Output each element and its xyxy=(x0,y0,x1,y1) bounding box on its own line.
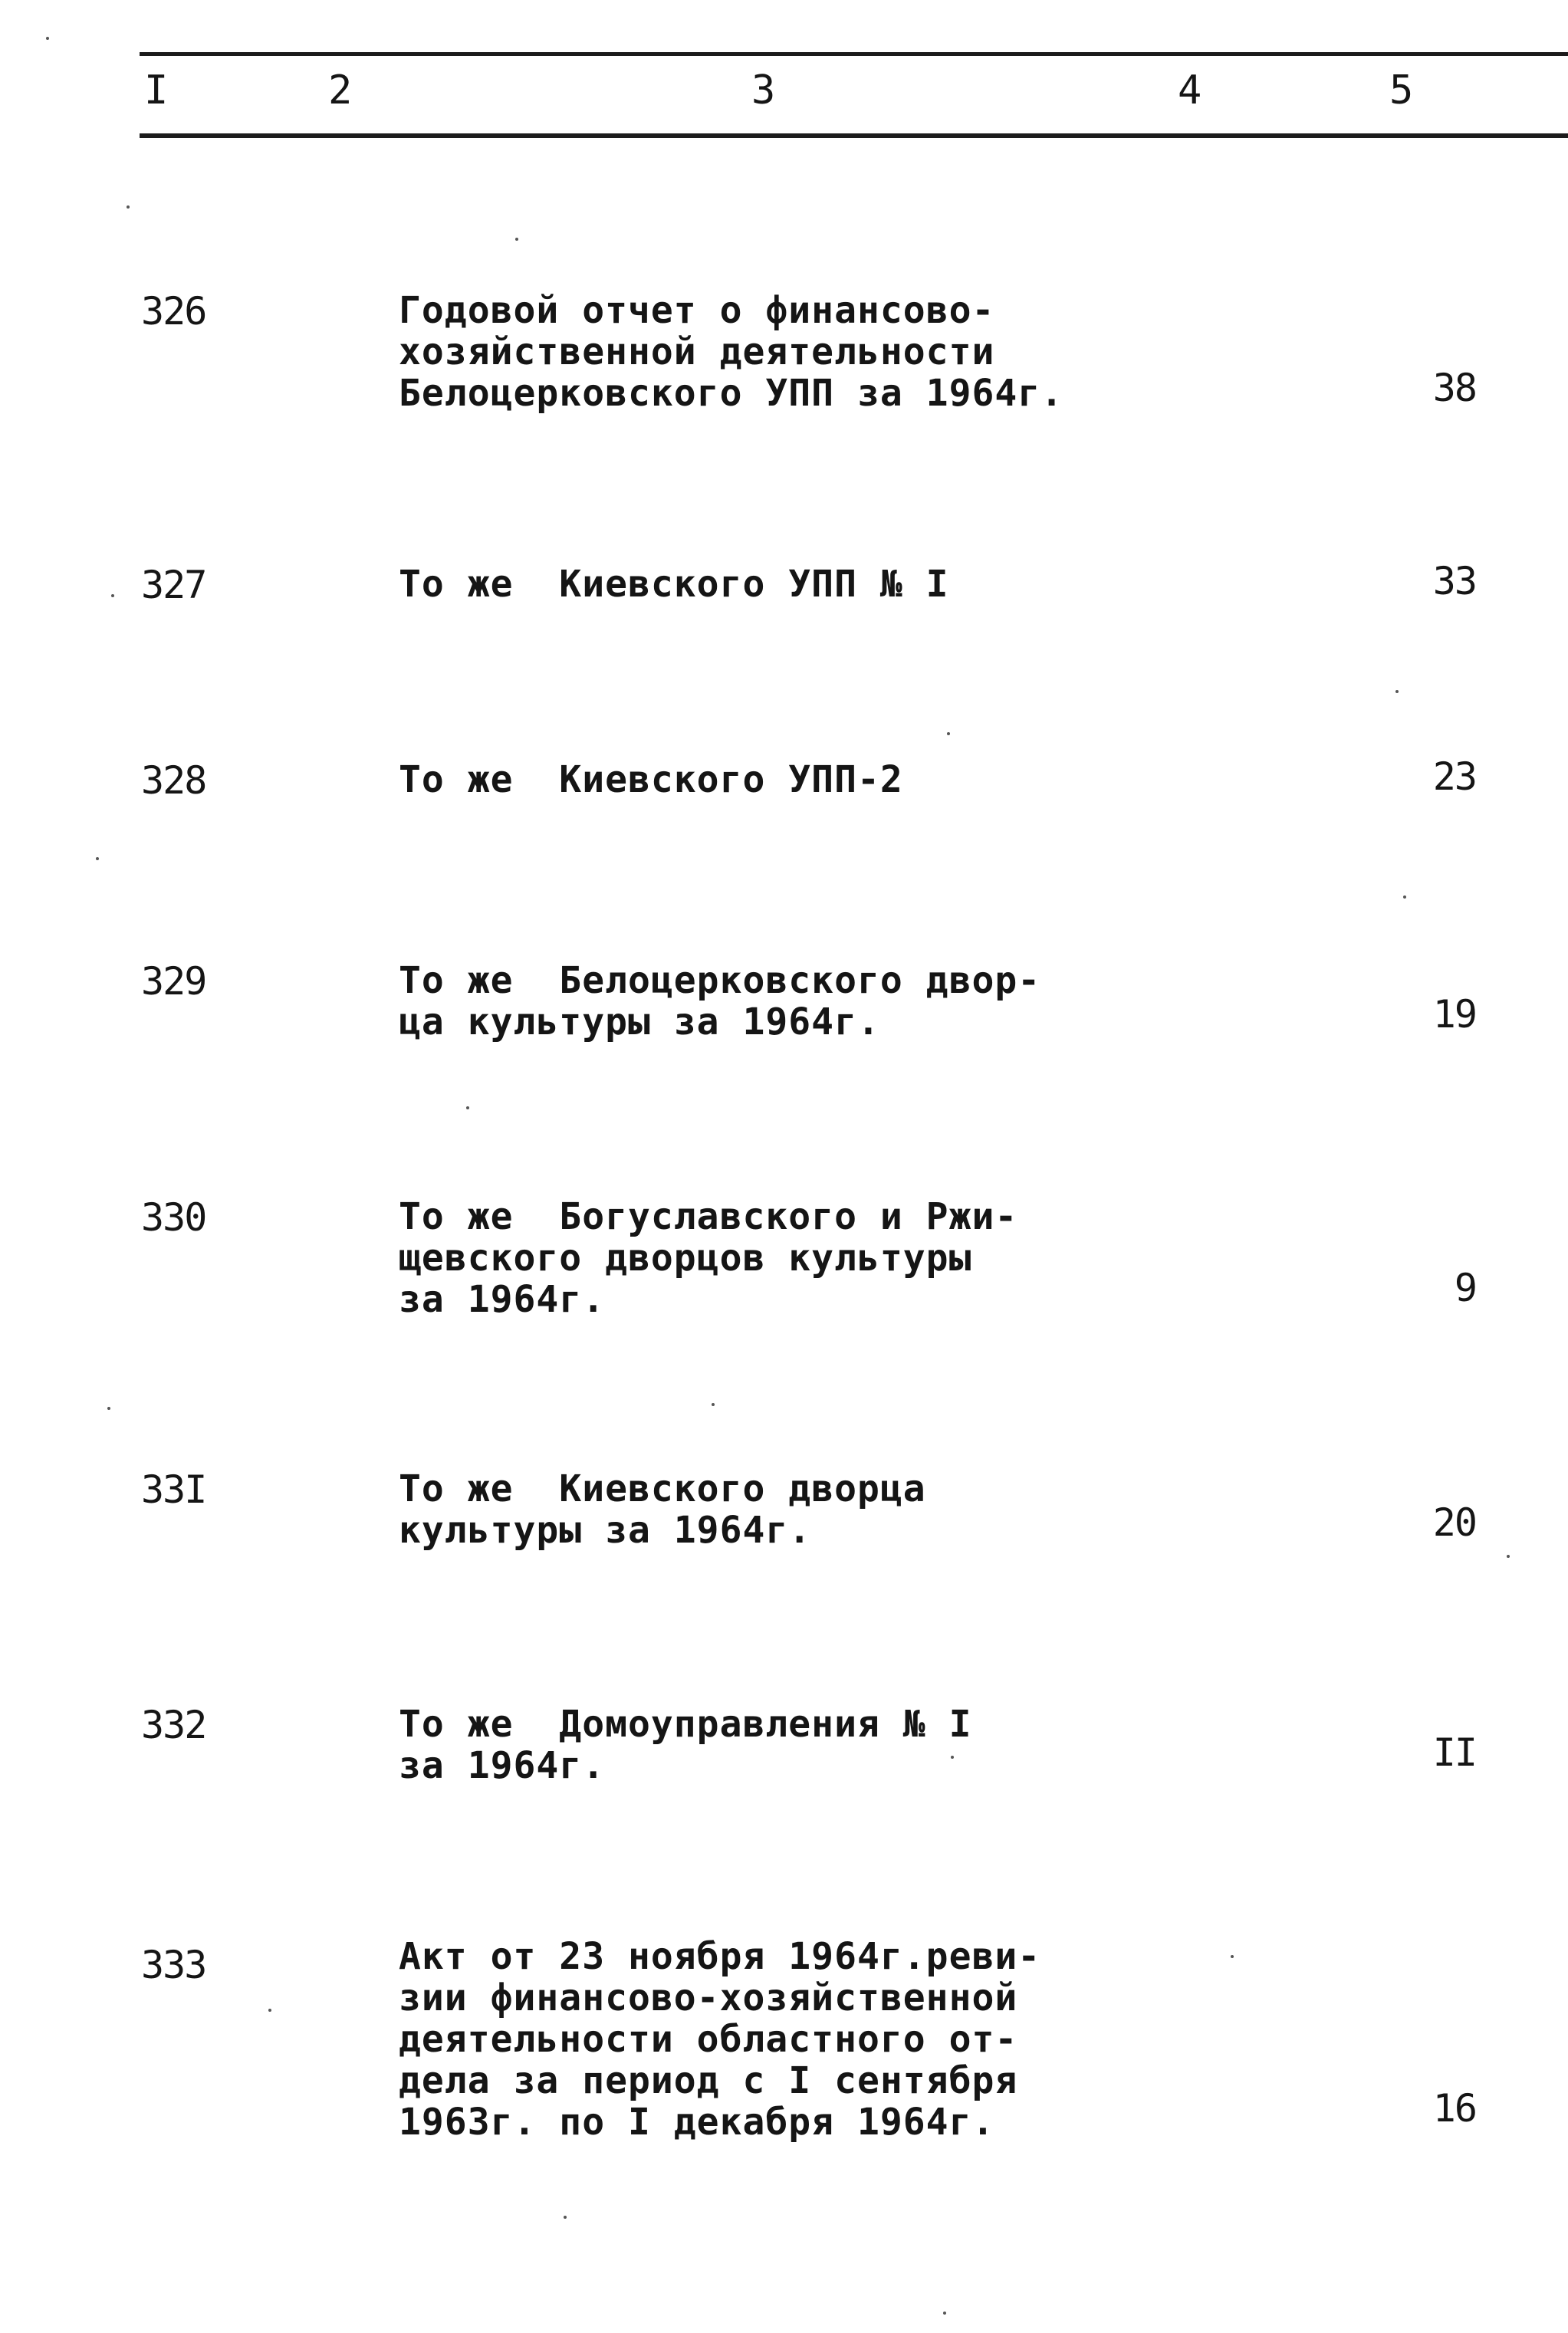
entry-title-line: щевского дворцов культуры xyxy=(399,1237,972,1280)
entry-title-line: Белоцерковского УПП за 1964г. xyxy=(399,372,1064,415)
entry-title xyxy=(399,564,1150,605)
scan-speck xyxy=(947,732,950,735)
entry-sheet-count: 9 xyxy=(1454,1266,1476,1310)
scan-speck xyxy=(127,205,130,209)
entry-title-line: То же Белоцерковского двор- xyxy=(399,959,1041,1002)
entry-title xyxy=(399,290,1150,414)
entry-title-line: за 1964г. xyxy=(399,1744,606,1787)
scan-speck xyxy=(943,2312,946,2315)
scan-speck xyxy=(564,2216,567,2219)
entry-number: 329 xyxy=(141,959,206,1004)
table-header-rule xyxy=(140,133,1568,138)
entry-sheet-count: 38 xyxy=(1432,366,1476,410)
column-header-1: I xyxy=(144,67,169,113)
entry-title xyxy=(399,1196,1150,1320)
scan-speck xyxy=(46,37,49,40)
column-header-5: 5 xyxy=(1389,67,1414,113)
scan-speck xyxy=(515,238,518,241)
entry-title-line: То же Домоуправления № I xyxy=(399,1703,972,1746)
entry-title-line: зии финансово-хозяйственной xyxy=(399,1976,1018,2019)
entry-title xyxy=(399,960,1150,1043)
entry-title-line: То же Богуславского и Ржи- xyxy=(399,1195,1018,1238)
entry-sheet-count: II xyxy=(1432,1730,1476,1775)
scan-speck xyxy=(712,1403,715,1406)
column-header-4: 4 xyxy=(1178,67,1202,113)
entry-title-line: Годовой отчет о финансово- xyxy=(399,289,995,332)
entry-title xyxy=(399,759,1150,800)
scan-speck xyxy=(111,594,114,597)
entry-title-line: ца культуры за 1964г. xyxy=(399,1001,880,1043)
entry-sheet-count: 33 xyxy=(1432,559,1476,603)
table-top-rule xyxy=(140,52,1568,56)
entry-title-line: за 1964г. xyxy=(399,1278,606,1321)
column-header-3: 3 xyxy=(751,67,776,113)
entry-number: 332 xyxy=(141,1703,206,1747)
entry-title-line: То же Киевского УПП-2 xyxy=(399,758,903,801)
entry-sheet-count: 19 xyxy=(1432,992,1476,1037)
entry-title-line: культуры за 1964г. xyxy=(399,1509,812,1552)
entry-title-line: деятельности областного от- xyxy=(399,2018,1018,2061)
scan-speck xyxy=(1395,690,1399,693)
scan-speck xyxy=(1403,895,1406,899)
scan-speck xyxy=(466,1106,469,1109)
entry-sheet-count: 20 xyxy=(1432,1500,1476,1545)
entry-number: 33I xyxy=(141,1467,206,1512)
scan-speck xyxy=(96,857,99,860)
scan-speck xyxy=(951,1756,954,1759)
column-header-2: 2 xyxy=(328,67,353,113)
entry-number: 327 xyxy=(141,563,206,607)
scan-speck xyxy=(268,2009,271,2012)
entry-title xyxy=(399,1704,1150,1786)
scan-speck xyxy=(107,1407,110,1410)
entry-title-line: 1963г. по I декабря 1964г. xyxy=(399,2101,995,2144)
entry-title-line: То же Киевского дворца xyxy=(399,1467,926,1510)
entry-number: 333 xyxy=(141,1943,206,1987)
entry-title-line: хозяйственной деятельности xyxy=(399,330,995,373)
entry-title-line: дела за период с I сентября xyxy=(399,2059,1018,2102)
entry-sheet-count: 16 xyxy=(1432,2086,1476,2131)
entry-title-line: То же Киевского УПП № I xyxy=(399,563,949,606)
entry-number: 328 xyxy=(141,758,206,803)
entry-title xyxy=(399,1468,1150,1551)
scan-speck xyxy=(1231,1955,1234,1958)
entry-title-line: Акт от 23 ноября 1964г.реви- xyxy=(399,1935,1041,1978)
entry-title xyxy=(399,1936,1150,2143)
entry-number: 330 xyxy=(141,1195,206,1240)
entry-number: 326 xyxy=(141,289,206,334)
entry-sheet-count: 23 xyxy=(1432,754,1476,799)
scan-speck xyxy=(1507,1555,1510,1558)
